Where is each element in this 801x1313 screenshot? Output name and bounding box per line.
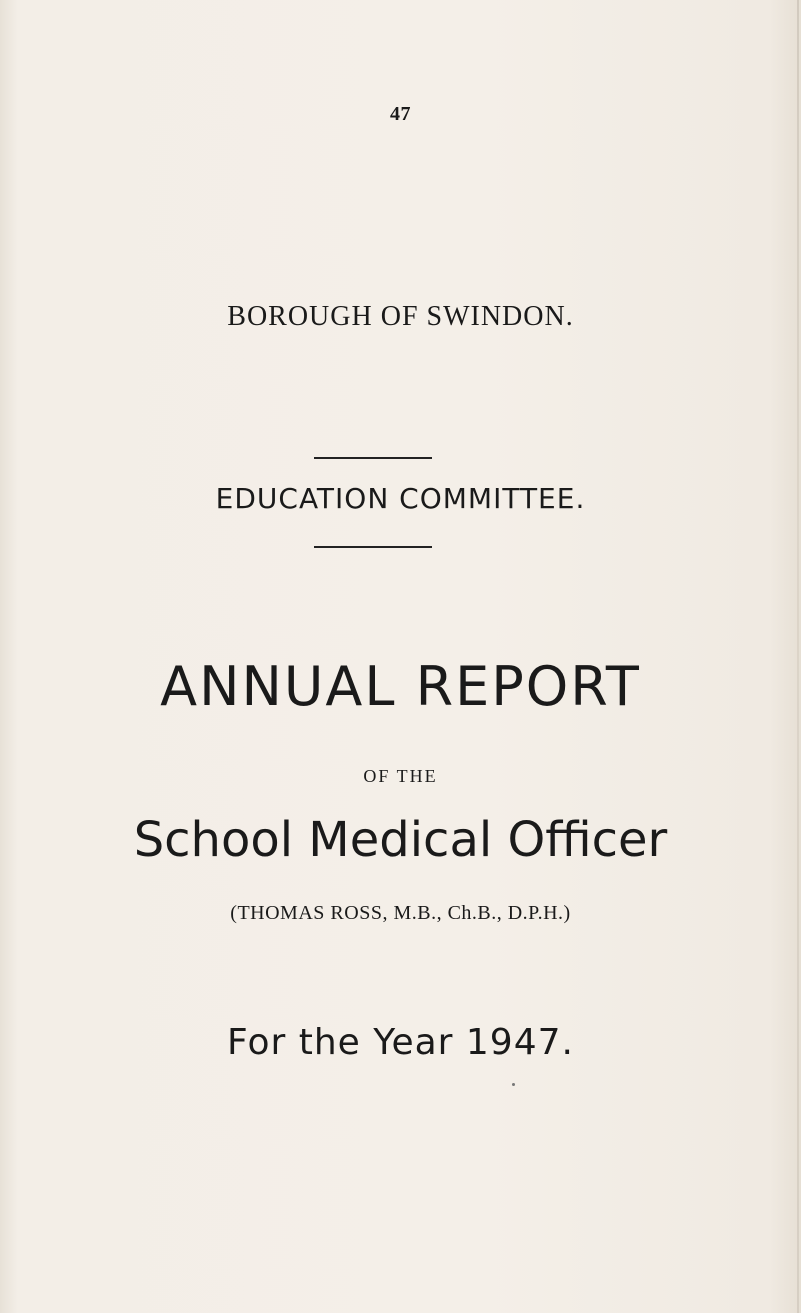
report-year: For the Year 1947. xyxy=(227,1022,574,1063)
author-line: (THOMAS ROSS, M.B., Ch.B., D.P.H.) xyxy=(230,902,571,924)
connector-text: OF THE xyxy=(363,766,438,786)
committee-heading: EDUCATION COMMITTEE. xyxy=(215,482,586,515)
divider-top xyxy=(314,457,432,459)
paper-speck xyxy=(512,1083,515,1086)
report-title: ANNUAL REPORT xyxy=(160,655,641,718)
borough-heading: BOROUGH OF SWINDON. xyxy=(227,301,574,332)
officer-title: School Medical Officer xyxy=(133,812,668,868)
page-number: 47 xyxy=(390,103,411,125)
divider-bottom xyxy=(314,546,432,548)
